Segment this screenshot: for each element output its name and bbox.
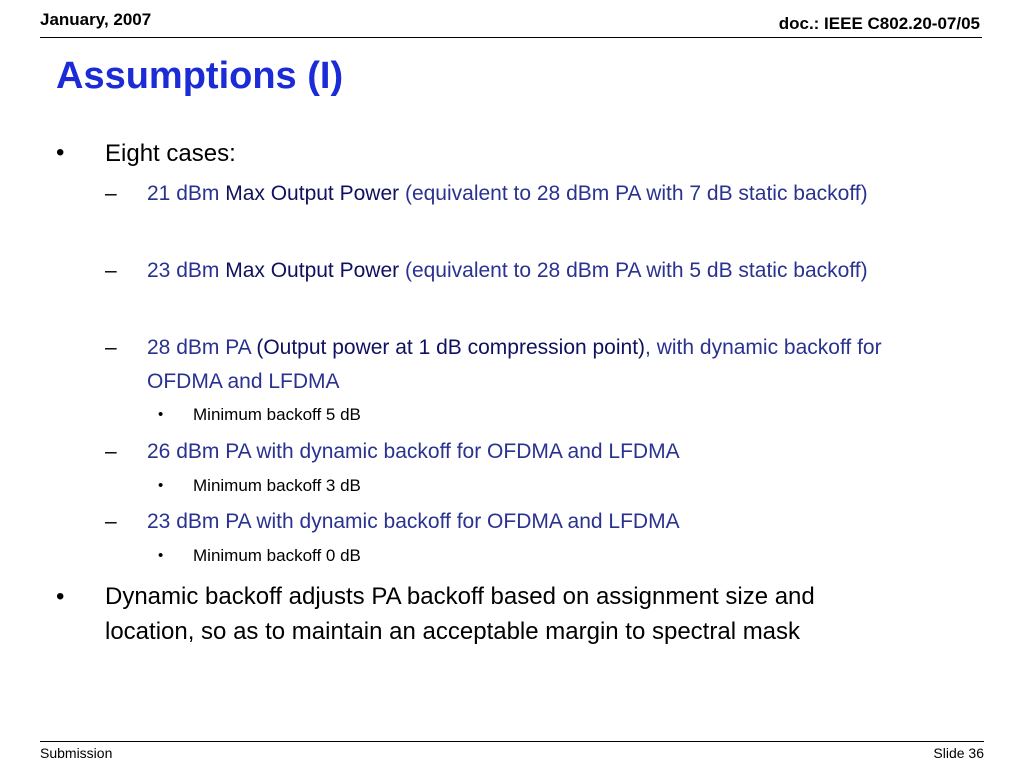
bullet-dynamic-backoff-line2: location, so as to maintain an acceptable margin to spectral mask [105, 618, 801, 645]
case-28dbm-note: , with dynamic backoff for OFDMA and LFDMA [147, 336, 882, 393]
min-backoff-0db: Minimum backoff 0 dB [193, 546, 361, 565]
case-21dbm-term: Max Output Power [225, 182, 400, 205]
case-21dbm [147, 177, 937, 211]
sub-bullet-marker: • [158, 547, 164, 564]
bullet-marker: • [56, 583, 65, 610]
case-21dbm-value: 21 dBm [147, 182, 226, 205]
case-23dbm-value: 23 dBm [147, 259, 226, 282]
bullet-marker: • [56, 139, 65, 166]
case-23dbm-term: Max Output Power [225, 259, 400, 282]
sub-bullet-marker: • [158, 406, 164, 423]
dash-marker: – [105, 440, 117, 463]
slide-title: Assumptions (I) [56, 55, 344, 97]
footer-divider [40, 741, 984, 742]
case-23dbm-max [147, 254, 937, 288]
bullet-dynamic-backoff-line1: Dynamic backoff adjusts PA backoff based on assignment size and [105, 583, 815, 610]
case-23dbm-note: (equivalent to 28 dBm PA with 5 dB static backoff) [399, 259, 868, 282]
dash-marker: – [105, 336, 117, 359]
header-date: January, 2007 [40, 10, 152, 29]
dash-marker: – [105, 182, 117, 205]
case-28dbm-term: (Output power at 1 dB compression point) [256, 336, 646, 359]
min-backoff-5db: Minimum backoff 5 dB [193, 405, 361, 424]
case-28dbm-pa [147, 331, 937, 399]
sub-bullet-marker: • [158, 477, 164, 494]
dash-marker: – [105, 259, 117, 282]
case-23dbm-pa: 23 dBm PA with dynamic backoff for OFDMA and LFDMA [147, 510, 680, 533]
case-28dbm-value: 28 dBm PA [147, 336, 257, 359]
header-doc-id: doc.: IEEE C802.20-07/05 [778, 14, 980, 33]
case-26dbm-pa: 26 dBm PA with dynamic backoff for OFDMA and LFDMA [147, 440, 680, 463]
min-backoff-3db: Minimum backoff 3 dB [193, 476, 361, 495]
case-21dbm-note: (equivalent to 28 dBm PA with 7 dB static backoff) [399, 182, 868, 205]
header-divider [40, 37, 982, 38]
bullet-eight-cases: Eight cases: [105, 140, 236, 167]
footer-slide-number: Slide 36 [933, 745, 984, 761]
footer-submission: Submission [40, 745, 113, 761]
dash-marker: – [105, 510, 117, 533]
